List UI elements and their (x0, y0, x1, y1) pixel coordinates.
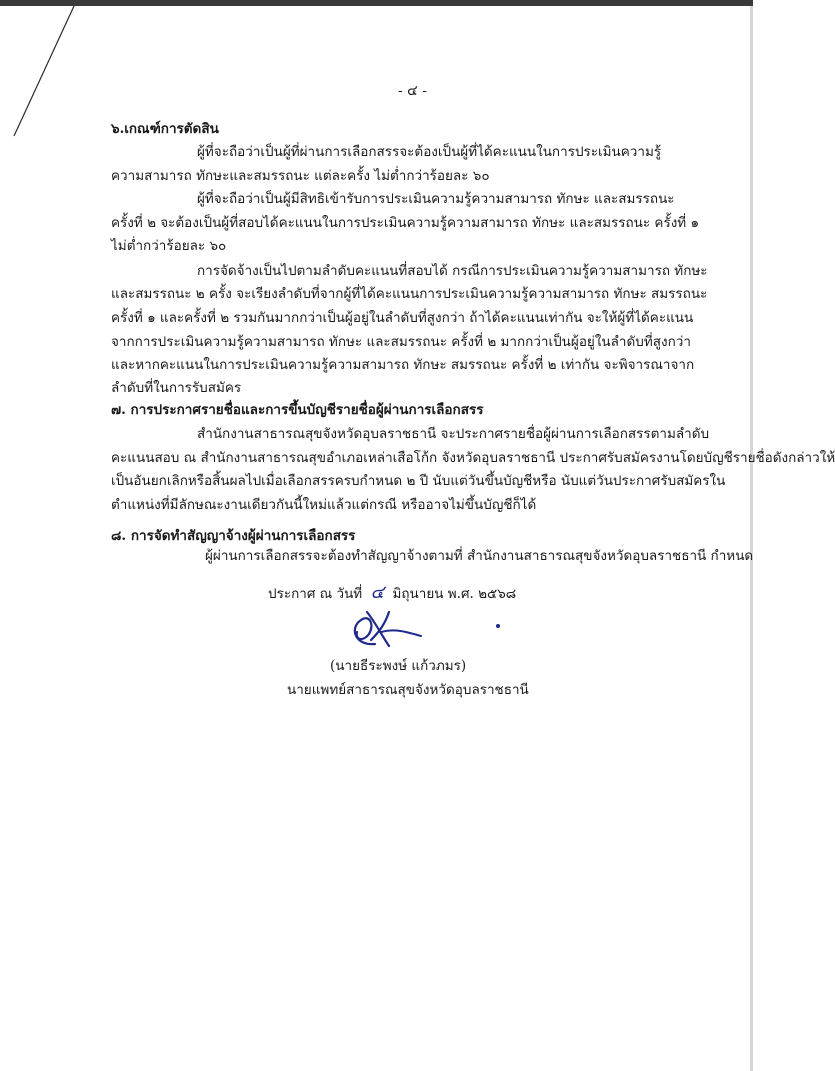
announcement-prefix: ประกาศ ณ วันที่ (268, 586, 363, 602)
section7-line2: คะแนนสอบ ณ สำนักงานสาธารณสุขอำเภอเหล่าเสือโก้ก จังหวัดอุบลราชธานี ประกาศรับสมัครงานโดยบัญชีรายชื่อดังกล่าวให้ (111, 450, 835, 466)
section6-p3-line4: จากการประเมินความรู้ความสามารถ ทักษะ และสมรรถนะ ครั้งที่ ๒ มากกว่าเป็นผู้อยู่ในลำดับที่สูงกว่า (111, 334, 691, 350)
section6-p3-line3: ครั้งที่ ๑ และครั้งที่ ๒ รวมกันมากกว่าเป็นผู้อยู่ในลำดับที่สูงกว่า ถ้าได้คะแนนเท่ากัน จะให้ผู้ที่ได้คะแนน (111, 310, 694, 326)
section8-line1: ผู้ผ่านการเลือกสรรจะต้องทำสัญญาจ้างตามที่ สำนักงานสาธารณสุขจังหวัดอุบลราชธานี กำหนด (205, 548, 754, 564)
page-edge-shadow (750, 6, 753, 1071)
document-page (0, 6, 835, 1071)
section6-p2-line3: ไม่ต่ำกว่าร้อยละ ๖๐ (111, 238, 227, 254)
section6-p2-line2: ครั้งที่ ๒ จะต้องเป็นผู้ที่สอบได้คะแนนในการประเมินความรู้ความสามารถ ทักษะ และสมรรถนะ ครั้งที่ ๑ (111, 215, 700, 231)
signatory-position: นายแพทย์สาธารณสุขจังหวัดอุบลราชธานี (287, 682, 529, 698)
section6-p1-line2: ความสามารถ ทักษะและสมรรถนะ แต่ละครั้ง ไม่ต่ำกว่าร้อยละ ๖๐ (111, 168, 490, 184)
page-number: - ๔ - (398, 83, 427, 99)
announcement-date (268, 584, 516, 603)
section6-p3-line1: การจัดจ้างเป็นไปตามลำดับคะแนนที่สอบได้ กรณีการประเมินความรู้ความสามารถ ทักษะ (197, 263, 708, 279)
section6-p3-line2: และสมรรถนะ ๒ ครั้ง จะเรียงลำดับที่จากผู้ที่ได้คะแนนการประเมินความรู้ความสามารถ ทักษะ สมรรถนะ (111, 286, 708, 302)
section6-p1-line1: ผู้ที่จะถือว่าเป็นผู้ที่ผ่านการเลือกสรรจะต้องเป็นผู้ที่ได้คะแนนในการประเมินความรู้ (197, 144, 662, 160)
signature-image (345, 606, 435, 656)
section7-line1: สำนักงานสาธารณสุขจังหวัดอุบลราชธานี จะประกาศรายชื่อผู้ผ่านการเลือกสรรตามลำดับ (197, 426, 710, 442)
section7-line3: เป็นอันยกเลิกหรือสิ้นผลไปเมื่อเลือกสรรครบกำหนด ๒ ปี นับแต่วันขึ้นบัญชีหรือ นับแต่วันประกาศรับสมัครใน (111, 473, 726, 489)
announcement-day: ๔ (370, 582, 385, 603)
section6-p2-line1: ผู้ที่จะถือว่าเป็นผู้มีสิทธิเข้ารับการประเมินความรู้ความสามารถ ทักษะ และสมรรถนะ (197, 191, 675, 207)
announcement-month-year: มิถุนายน พ.ศ. ๒๕๖๘ (392, 586, 517, 602)
section7-line4: ตำแหน่งที่มีลักษณะงานเดียวกันนี้ใหม่แล้วแต่กรณี หรืออาจไม่ขึ้นบัญชีก็ได้ (111, 497, 537, 513)
signatory-name: (นายธีระพงษ์ แก้วภมร) (330, 658, 467, 674)
section6-heading: ๖.เกณฑ์การตัดสิน (111, 121, 219, 137)
ink-dot (496, 624, 500, 628)
section8-heading: ๘. การจัดทำสัญญาจ้างผู้ผ่านการเลือกสรร (111, 528, 356, 544)
section6-p3-line5: และหากคะแนนในการประเมินความรู้ความสามารถ ทักษะ สมรรถนะ ครั้งที่ ๒ เท่ากัน จะพิจารณาจาก (111, 357, 695, 373)
section7-heading: ๗. การประกาศรายชื่อและการขึ้นบัญชีรายชื่อผู้ผ่านการเลือกสรร (111, 402, 484, 418)
section6-p3-line6: ลำดับที่ในการรับสมัคร (111, 380, 242, 396)
